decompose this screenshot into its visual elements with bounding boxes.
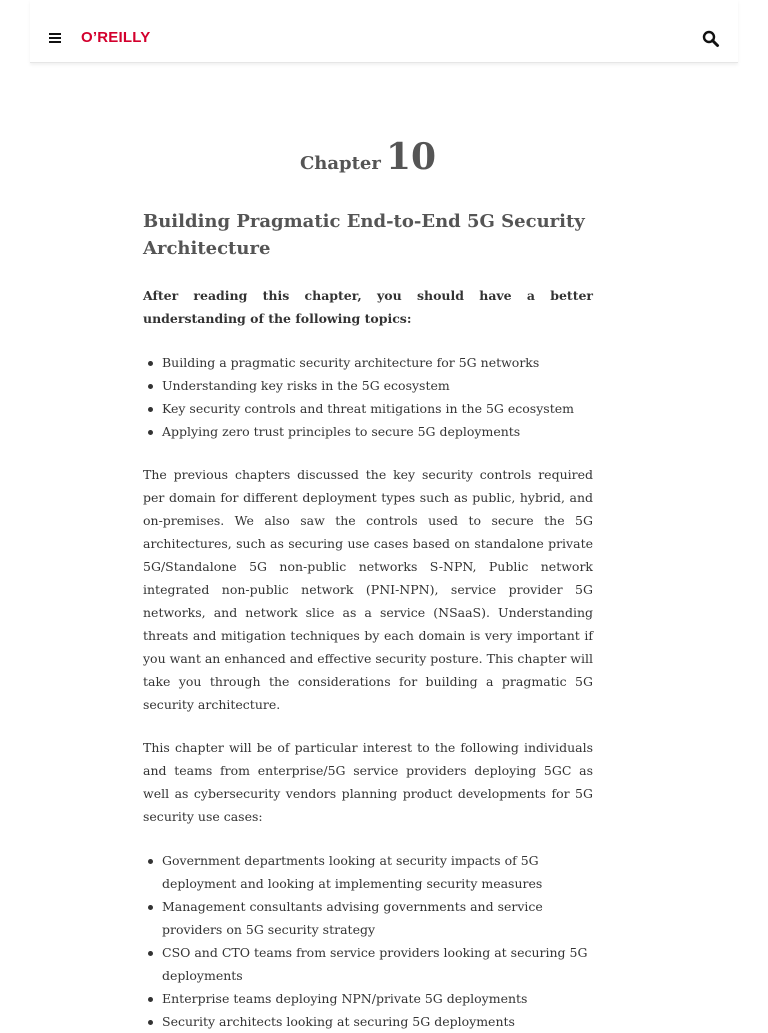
body-paragraph: The previous chapters discussed the key security controls required per domain for different deployment types such as public, hybrid, and on-premises. We also saw the controls used to secure the 5G architectures, such as securing use cases based on standalone private 5G/Standalone 5G non-public networks S-NPN, Public network integrated non-public network (PNI-NPN), service provider 5G networks, and network slice as a service (NSaaS). Understanding threats and mitigation techniques by each domain is very important if you want an enhanced and effective security posture. This chapter will take you through the considerations for building a pragmatic 5G security architecture. xyxy=(143,467,593,712)
chapter-number: 10 xyxy=(385,136,437,178)
list-item: Government departments looking at security impacts of 5G deployment and looking at implementing security measures xyxy=(143,849,593,895)
audience-list xyxy=(143,849,593,1033)
topics-list xyxy=(143,351,593,443)
chapter-content xyxy=(143,136,593,1033)
list-item: Applying zero trust principles to secure 5G deployments xyxy=(143,420,593,443)
body-paragraph: This chapter will be of particular interest to the following individuals and teams from enterprise/5G service providers deploying 5GC as well as cybersecurity vendors planning product developments for 5G security use cases: xyxy=(143,740,593,824)
list-item: Management consultants advising governments and service providers on 5G security strategy xyxy=(143,895,593,941)
oreilly-logo[interactable]: O’REILLY xyxy=(81,29,151,46)
list-item: Building a pragmatic security architecture for 5G networks xyxy=(143,351,593,374)
top-navigation-bar xyxy=(30,0,738,63)
list-item: CSO and CTO teams from service providers looking at securing 5G deployments xyxy=(143,941,593,987)
list-item: Security architects looking at securing 5G deployments xyxy=(143,1010,593,1033)
list-item: Enterprise teams deploying NPN/private 5G deployments xyxy=(143,987,593,1010)
chapter-title: Building Pragmatic End-to-End 5G Security Architecture xyxy=(143,211,585,259)
chapter-intro: After reading this chapter, you should have a better understanding of the following topics: xyxy=(143,288,593,326)
chapter-heading xyxy=(143,136,593,188)
chapter-label: Chapter xyxy=(299,153,381,174)
list-item: Understanding key risks in the 5G ecosystem xyxy=(143,374,593,397)
list-item: Key security controls and threat mitigations in the 5G ecosystem xyxy=(143,397,593,420)
hamburger-menu-icon[interactable] xyxy=(49,31,62,42)
search-icon[interactable] xyxy=(702,30,720,48)
